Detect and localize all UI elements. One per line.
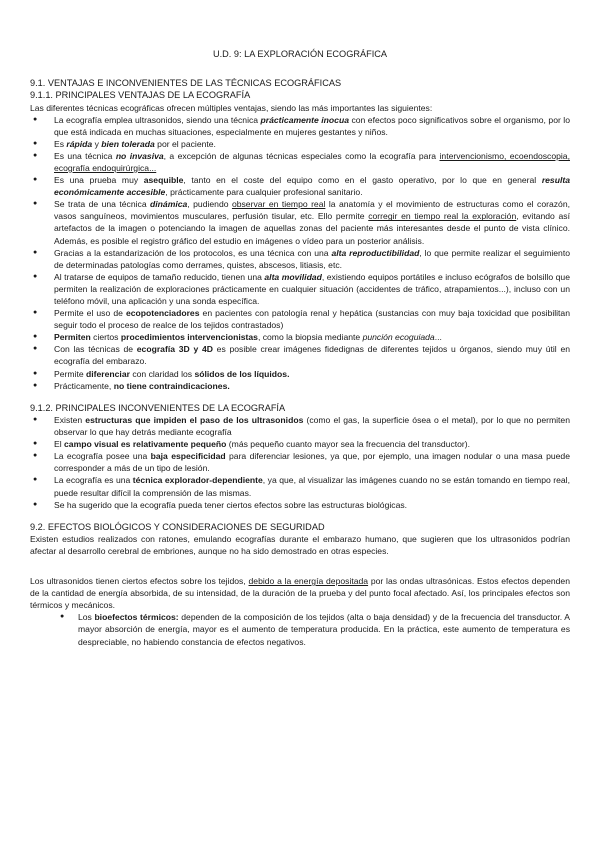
subsection-heading-9-1-2: 9.1.2. PRINCIPALES INCONVENIENTES DE LA ECOGRAFÍA [30,402,286,413]
list-item: ● Prácticamente, no tiene contraindicaciones. [54,380,570,392]
advantages-list [30,114,570,392]
intro-paragraph: Las diferentes técnicas ecográficas ofrecen múltiples ventajas, siendo las más importantes las siguientes: [30,102,433,113]
list-item: ● El campo visual es relativamente pequeño (más pequeño cuanto mayor sea la frecuencia del transductor). [54,438,570,450]
paragraph-effects: Los ultrasonidos tienen ciertos efectos sobre los tejidos, debido a la energía depositada por las ondas ultrasónicas. Estos efectos dependen de la cantidad de energía absorbida, de su intensidad, de la duración de la prueba y del punto focal afectado. Así, los principales efectos son térmicos y mecánicos. [30,576,570,611]
document-title: U.D. 9: LA EXPLORACIÓN ECOGRÁFICA [212,49,388,59]
disadvantages-list [30,414,570,511]
paragraph-studies: Existen estudios realizados con ratones, emulando ecografías durante el embarazo humano, que sugieren que los ultrasonidos podrían afectar al desarrollo cerebral de embriones, aunque no ha sido demostrado en otras especies. [30,533,570,556]
list-item: ● Al tratarse de equipos de tamaño reducido, tienen una alta movilidad, existiendo equipos portátiles e incluso ecógrafos de bolsillo que permiten la realización de exploraciones prácticamente en cualquier situación (accidentes de tráfico, atrapamientos...), incluso con un teléfono móvil, una aplicación y una sonda específica. [54,271,570,307]
section-heading-9-1: 9.1. VENTAJAS E INCONVENIENTES DE LAS TÉCNICAS ECOGRÁFICAS [30,78,342,89]
list-item: ● Con las técnicas de ecografía 3D y 4D es posible crear imágenes fidedignas de diferentes tejidos u órganos, siendo muy útil en ecografía del embarazo. [54,343,570,367]
list-item: ● Gracias a la estandarización de los protocolos, es una técnica con una alta reproductibilidad, lo que permite realizar el seguimiento de determinadas patologías como derrames, quistes, abscesos, litiasis, etc. [54,247,570,271]
list-item: ● Se trata de una técnica dinámica, pudiendo observar en tiempo real la anatomía y el movimiento de estructuras como el corazón, vasos sanguíneos, movimientos musculares, perfusión tisular, etc. Ello permite corregir en tiempo real la exploración, evitando así artefactos de la imagen o potenciando la imagen de aquellas zonas del paciente más interesantes desde el punto de vista clínico. Además, es posible el registro gráfico del estudio en imágenes o vídeo para un posterior análisis. [54,198,570,246]
list-item: ● La ecografía es una técnica explorador-dependiente, ya que, al visualizar las imágenes cuando no se están tomando en tiempo real, puede resultar difícil la comprensión de las mismas. [54,474,570,498]
list-item: ● Permite diferenciar con claridad los sólidos de los líquidos. [54,368,570,380]
list-item: ● Es rápida y bien tolerada por el paciente. [54,138,570,150]
list-item: ● Permite el uso de ecopotenciadores en pacientes con patología renal y hepática (sustancias con muy baja toxicidad que posibilitan seguir todo el proceso de realce de los tejidos contrastados) [54,307,570,331]
list-item: ● Permiten ciertos procedimientos intervencionistas, como la biopsia mediante punción ecoguiada... [54,331,570,343]
list-item: ● Existen estructuras que impiden el paso de los ultrasonidos (como el gas, la superficie ósea o el metal), por lo que no permiten observar lo que hay detrás mediante ecografía [54,414,570,438]
effects-list [30,611,570,647]
list-item: ● Es una técnica no invasiva, a excepción de algunas técnicas especiales como la ecografía para intervencionismo, ecoendoscopia, ecografía endoquirúrgica... [54,150,570,174]
list-item: ● Se ha sugerido que la ecografía pueda tener ciertos efectos sobre las estructuras biológicas. [54,499,570,511]
list-item: ● La ecografía posee una baja especificidad para diferenciar lesiones, ya que, por ejemplo, una imagen nodular o una masa puede corresponder a más de un tipo de lesión. [54,450,570,474]
document-page [30,48,570,648]
list-item: ● La ecografía emplea ultrasonidos, siendo una técnica prácticamente inocua con efectos poco significativos sobre el organismo, por lo que está indicada en muchas situaciones, especialmente en mujeres gestantes y niños. [54,114,570,138]
list-item: ● Es una prueba muy asequible, tanto en el coste del equipo como en el gasto operativo, por lo que en general resulta económicamente accesible, prácticamente para cualquier profesional sanitario. [54,174,570,198]
subsection-heading-9-1-1: 9.1.1. PRINCIPALES VENTAJAS DE LA ECOGRAFÍA [30,90,251,101]
list-item: ● Los bioefectos térmicos: dependen de la composición de los tejidos (alta o baja densidad) y de la frecuencia del transductor. A mayor absorción de energía, mayor es el aumento de temperatura producida. En la práctica, este aumento de temperatura es despreciable, no habiendo constancia de efectos negativos. [78,611,570,647]
section-heading-9-2: 9.2. EFECTOS BIOLÓGICOS Y CONSIDERACIONES DE SEGURIDAD [30,521,325,532]
